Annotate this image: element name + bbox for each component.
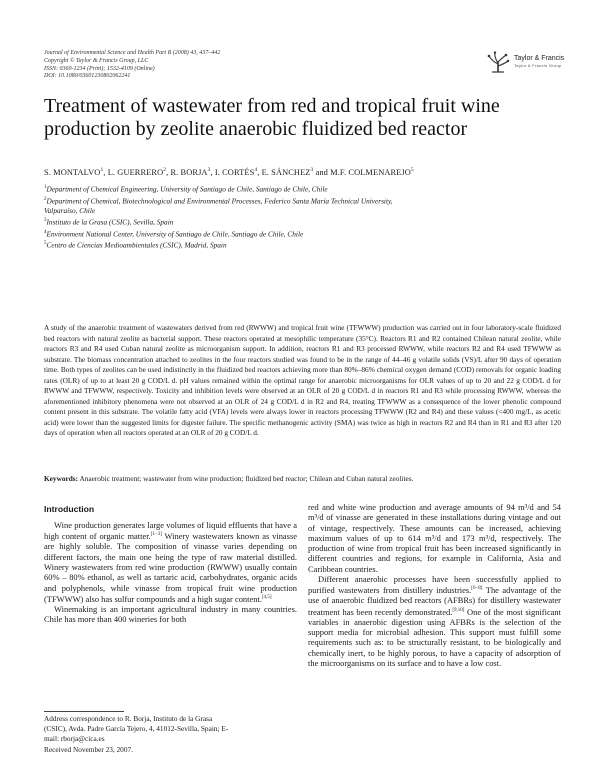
author-affiliation-mark: 4 [254,167,258,173]
publisher-logo [486,51,568,73]
introduction-paragraph [308,574,561,668]
keywords [44,474,561,484]
section-heading-introduction: Introduction [44,504,95,514]
correspondence-footnote [44,714,297,755]
issn-line: ISSN: 0360-1234 (Print); 1532-4109 (Online) [44,65,155,72]
affiliation-item [44,239,564,251]
copyright-line: Copyright © Taylor & Francis Group, LLC [44,57,149,64]
introduction-paragraph: red and white wine production and average amounts of 94 m³/d and 54 m³/d of vinasse are generated in these installations during vintage and out of vintage, respectively. These amounts can be increased, achieving maximum values of up to 614 m³/d and 173 m³/d, respectively. The production of wine from tropical fruit has been increased significantly in different countries and regions, for example in California, Asia and Caribbean countries. [308,502,561,574]
left-column [44,498,297,625]
paragraph-text: Different anaerobic processes have been successfully applied to purified wastewaters from distillery industries. [308,574,561,596]
affiliation-item [44,195,564,207]
affiliation-item [44,216,564,228]
author-affiliation-mark: 3 [207,167,211,173]
correspondence-line: (CSIC), Avda. Padre García Tejero, 4, 41012-Sevilla, Spain; E- [44,724,229,734]
affiliation-mark: 1 [44,185,47,190]
author-list: S. MONTALVO$^1$, L. GUERRERO$^2$, R. BORJA$^3$, I. CORTÉS$^4$, E. SÁNCHEZ$^3$ and M.F. COLMENAREJO$^5$ [44,167,414,177]
author-name: R. BORJA [170,167,208,177]
footnote-divider [44,711,124,712]
title-line-2: production by zeolite anaerobic fluidized bed reactor [44,118,468,140]
author-affiliation-mark: 3 [310,167,314,173]
journal-metadata [44,50,374,81]
author-name: S. MONTALVO [44,167,101,177]
author-name: E. SÁNCHEZ [261,167,311,177]
publisher-name: Taylor & Francis [514,55,565,62]
paragraph-text: Winery wastewaters known as vinasse are highly soluble. The composition of vinasse varies depending on different factors, the main one being the type of raw material distilled. Winery wastewaters from red wine production (RWWW) usually contain 60% – 80% ethanol, as well as tartaric acid, carbohydrates, organic acids and polyphenols, while vinasse from tropical fruit wine production (TFWWW) also has sulfur compounds and a high sugar content. [44,531,297,604]
author-affiliation-mark: 5 [410,167,414,173]
affiliation-list [44,183,564,251]
citation-mark: [9,10] [452,607,465,613]
author-name: L. GUERRERO [107,167,164,177]
paragraph-text: The advantage of the use of anaerobic fluidized bed reactors (AFBRs) for distillery wastewater treatment has been recently demonstrated. [308,585,561,617]
title-line-1: Treatment of wastewater from red and tropical fruit wine [44,95,500,117]
affiliation-text: Valparaíso, Chile [44,206,96,216]
affiliation-text: Department of Chemical, Biotechnological and Environmental Processes, Federico Santa María Technical University, [46,195,393,205]
affiliation-mark: 4 [44,229,47,235]
affiliation-mark: 2 [44,196,47,202]
author-name: and M.F. COLMENAREJO [315,167,411,177]
author-name: I. CORTÉS [214,167,255,177]
citation-mark: [4,5] [261,594,272,600]
affiliation-text: Environment National Center, University of Santiago de Chile, Santiago de Chile, Chile [46,229,304,239]
article-title [44,95,564,141]
publisher-tagline: Taylor & Francis Group [514,63,562,68]
abstract: A study of the anaerobic treatment of wastewaters derived from red (RWWW) and tropical fruit wine (TFWWW) production was carried out in four laboratory-scale fluidized bed reactors with natural zeolite as bacterial support. These reactors operated at mesophilic temperature (35°C). Reactors R1 and R2 contained Chilean natural zeolite, while reactors R3 and R4 used Cuban natural zeolite as microorganism support. In addition, reactors R1 and R3 processed RWWW, while reactors R2 and R4 used TFWWW as substrate. The biomass concentration attached to zeolites in the four reactors studied was found to be in the range of 44–46 g volatile solids (VS)/L after 90 days of operation time. Both types of zeolites can be used indistinctly in the fluidized bed reactors achieving more than 80%–86% chemical oxygen demand (COD) removals for organic loading rates (OLR) of up to at least 20 g COD/L d. pH values remained within the optimal range for anaerobic microorganisms for OLR values of up to 20 and 22 g COD/L d for RWWW and TFWWW, respectively. Toxicity and inhibition levels were observed at an OLR of 20 g COD/L d in reactors R1 and R3 while processing RWWW, whereas the aforementioned inhibitory phenomena were not observed at an OLR of 24 g COD/L d in R2 and R4, treating TFWWW as a consequence of the lower phenolic compound content present in this substrate. The volatile fatty acid (VFA) levels were always lower in reactors processing TFWWW (R2 and R4) and these values (<400 mg/L, as acetic acid) were lower than the suggested limits for digester failure. The specific methanogenic activity (SMA) was twice as high in reactors R2 and R4 than in R1 and R3 after 120 days of operation when all reactors operated at an OLR of 20 g COD/L d. [44,323,561,438]
affiliation-text: Instituto de la Grasa (CSIC), Sevilla, Spain [46,217,174,227]
affiliation-item [44,228,564,240]
introduction-paragraph: Winemaking is an important agricultural industry in many countries. Chile has more than 400 wineries for both [44,604,297,625]
doi-line: DOI: 10.1080/03601230802062241 [44,73,131,80]
taylor-francis-tree-icon [486,51,510,73]
keywords-label: Keywords: [44,474,79,483]
introduction-paragraph [44,520,297,604]
journal-citation: Journal of Environmental Science and Health Part B (2008) 43, 437–442 [44,50,221,56]
affiliation-item-continued [44,206,564,216]
author-affiliation-mark: 2 [163,167,167,173]
paragraph-text: Wine production generates large volumes of liquid effluents that have a high content of organic matter. [44,520,297,542]
right-column [308,502,561,668]
received-date: Received November 23, 2007. [44,744,133,754]
affiliation-mark: 5 [44,241,47,247]
affiliation-text: Department of Chemical Engineering, University of Santiago de Chile, Santiago de Chile, Chile [46,184,328,194]
author-affiliation-mark: 1 [100,167,104,173]
correspondence-email[interactable]: mail: rborja@cica.es [44,734,105,744]
paragraph-text: One of the most significant variables in anaerobic digestion using AFBRs is the selection of the support media for microbial adhesion. This support must fulfill some requirements such as: to be structurally resistant, to be biologically and chemically inert, to be highly porous, to have a capacity of adsorption of the microorganisms on its surface and to have a low cost. [308,606,561,669]
affiliation-text: Centro de Ciencias Medioambientales (CSIC), Madrid, Spain [46,240,227,250]
affiliation-mark: 3 [44,218,47,224]
citation-mark: [1−3] [150,532,162,538]
correspondence-line: Address correspondence to R. Borja, Instituto de la Grasa [44,714,213,723]
affiliation-item [44,183,564,195]
keywords-text: Anaerobic treatment; wastewater from wine production; fluidized bed reactor; Chilean and Cuban natural zeolites. [79,474,414,483]
citation-mark: [6−8] [471,586,483,592]
